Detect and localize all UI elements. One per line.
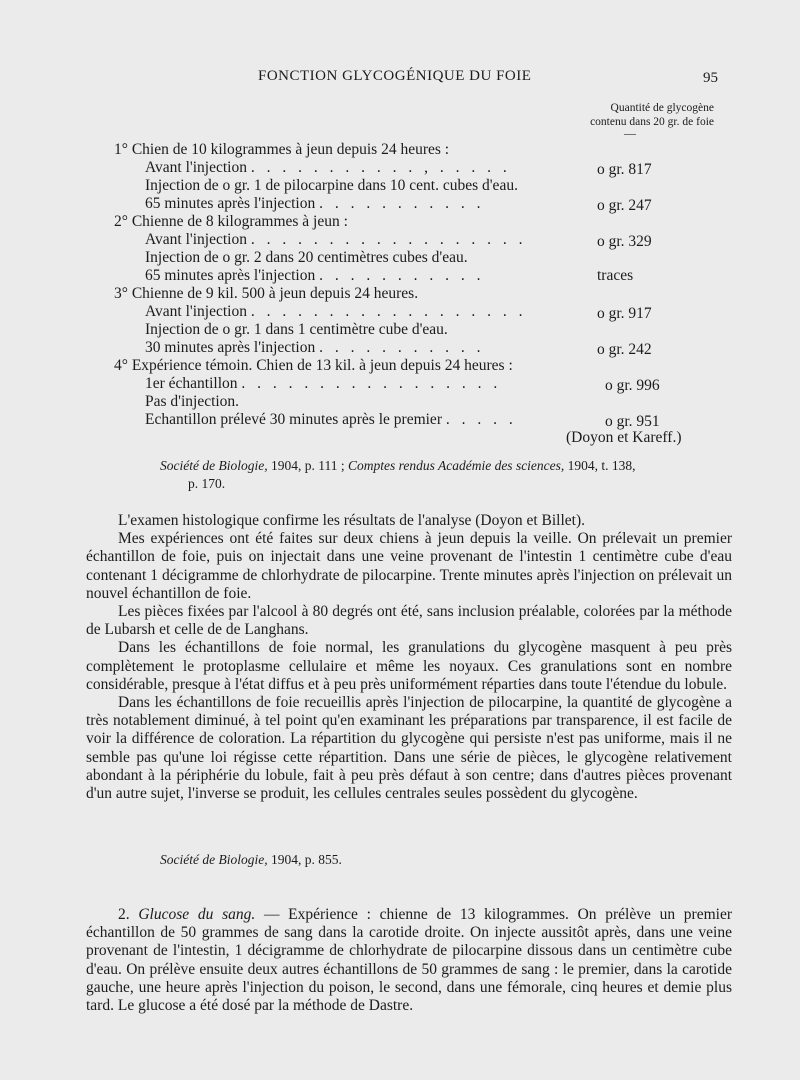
line-label: 30 minutes après l'injection [145, 339, 316, 356]
experiment-line [145, 195, 485, 213]
experiment-heading: 1° Chien de 10 kilogrammes à jeun depuis 24 heures : [114, 141, 450, 158]
journal-name: Société de Biologie, [160, 458, 268, 473]
glycogen-value: o gr. 329 [597, 233, 652, 250]
leader-dots: . . . . . . . . . . . [319, 339, 485, 356]
page-number: 95 [703, 70, 718, 86]
experiment-line [145, 231, 526, 249]
line-label: 65 minutes après l'injection [145, 195, 316, 212]
leader-dots: . . . . . . . . . . . [319, 195, 485, 212]
glycogen-value: o gr. 817 [597, 161, 652, 178]
experiment-line: Injection de o gr. 2 dans 20 centimètres cubes d'eau. [145, 249, 468, 266]
section-number: 2. [118, 906, 130, 923]
paragraph: Dans les échantillons de foie normal, les granulations du glycogène masquent à peu près complètement le protoplasme cellulaire et même les noyaux. Ces granulations sont en nombre considérable, presque à l'état diffus et à peu près uniformément réparties dans toute l'étendue du lobule. [86, 639, 732, 693]
glycogen-value: o gr. 917 [597, 305, 652, 322]
column-header-line1: Quantité de glycogène [610, 102, 714, 114]
experiment-line [145, 339, 485, 357]
paragraph [86, 906, 732, 1015]
glycogen-value: o gr. 247 [597, 197, 652, 214]
citation-continued: p. 170. [188, 476, 226, 491]
experiment-line: Injection de o gr. 1 dans 1 centimètre cube d'eau. [145, 321, 448, 338]
citation: Société de Biologie, 1904, p. 111 ; Comptes rendus Académie des sciences, 1904, t. 138, [160, 458, 636, 473]
line-label: 65 minutes après l'injection [145, 267, 316, 284]
glycogen-value: o gr. 951 [605, 413, 660, 430]
experiment-heading: 2° Chienne de 8 kilogrammes à jeun : [114, 213, 348, 230]
column-header-line2: contenu dans 20 gr. de foie [590, 116, 714, 128]
leader-dots: . . . . . . . . . . . . . . . . . [241, 375, 502, 392]
attribution: (Doyon et Kareff.) [566, 429, 682, 446]
glycogen-value: traces [597, 267, 634, 284]
experiment-line [145, 375, 501, 393]
leader-dots: . . . . . . . . . . . , . . . . . [250, 159, 511, 176]
column-header-dash: — [624, 126, 636, 140]
running-header: FONCTION GLYCOGÉNIQUE DU FOIE [258, 68, 532, 84]
experiment-heading: 4° Expérience témoin. Chien de 13 kil. à jeun depuis 24 heures : [114, 357, 513, 374]
paragraph: Les pièces fixées par l'alcool à 80 degrés ont été, sans inclusion préalable, colorées par la méthode de Lubarsh et celle de de Langhans. [86, 603, 732, 639]
leader-dots: . . . . . . . . . . . . . . . . . . [250, 303, 527, 320]
experiment-line [145, 267, 485, 285]
leader-dots: . . . . . [445, 411, 517, 428]
paragraph: Dans les échantillons de foie recueillis après l'injection de pilocarpine, la quantité de glycogène a très notablement diminué, à tel point qu'en examinant les préparations par transparence, il est facile de voir la différence de coloration. La répartition du glycogène qui persiste n'est pas uniforme, mais il ne semble pas qu'une loi régisse cette répartition. Dans une série de pièces, le glycogène relativement abondant à la périphérie du lobule, fait à peu près défaut à son centre; dans d'autres pièces provenant d'un autre sujet, l'inverse se produit, les cellules centrales seules possèdent du glycogène. [86, 694, 732, 803]
experiment-heading: 3° Chienne de 9 kil. 500 à jeun depuis 24 heures. [114, 285, 419, 302]
leader-dots: . . . . . . . . . . . [319, 267, 485, 284]
body-text [86, 512, 732, 803]
section-title: Glucose du sang. [138, 906, 256, 923]
journal-name: Comptes rendus Académie des sciences, [347, 458, 565, 473]
line-label: 1er échantillon [145, 375, 238, 392]
citation: Société de Biologie, 1904, p. 855. [160, 852, 342, 867]
line-label: Avant l'injection [145, 303, 247, 320]
line-label: Avant l'injection [145, 159, 247, 176]
experiment-line: Pas d'injection. [145, 393, 240, 410]
experiment-line [145, 303, 526, 321]
journal-name: Société de Biologie, [160, 852, 268, 867]
line-label: Echantillon prélevé 30 minutes après le premier [145, 411, 442, 428]
experiment-line [145, 159, 511, 177]
paragraph: Mes expériences ont été faites sur deux chiens à jeun depuis la veille. On prélevait un premier échantillon de foie, puis on injectait dans une veine provenant de l'intestin 1 centimètre cube d'eau contenant 1 décigramme de chlorhydrate de pilocarpine. Trente minutes après l'injection on prélevait un nouvel échantillon de foie. [86, 530, 732, 602]
experiment-line: Injection de o gr. 1 de pilocarpine dans 10 cent. cubes d'eau. [145, 177, 518, 194]
leader-dots: . . . . . . . . . . . . . . . . . . [250, 231, 527, 248]
section-text: — Expérience : chienne de 13 kilogrammes. On prélève un premier échantillon de 50 grammes de sang dans la carotide droite. On injecte aussitôt après, dans une veine provenant de l'intestin, 1 décigramme de chlorhydrate de pilocarpine dissous dans un centimètre cube d'eau. On prélève ensuite deux autres échantillons de 50 grammes de sang : le premier, dans la carotide gauche, une heure après l'injection du poison, le second, dans une fémorale, cinq heures et demie plus tard. Le glucose a été dosé par la méthode de Dastre. [86, 906, 733, 1015]
glycogen-value: o gr. 242 [597, 341, 652, 358]
experiment-line [145, 411, 517, 429]
line-label: Avant l'injection [145, 231, 247, 248]
glycogen-value: o gr. 996 [605, 377, 660, 394]
paragraph: L'examen histologique confirme les résultats de l'analyse (Doyon et Billet). [118, 512, 586, 529]
section-2 [86, 906, 732, 1015]
